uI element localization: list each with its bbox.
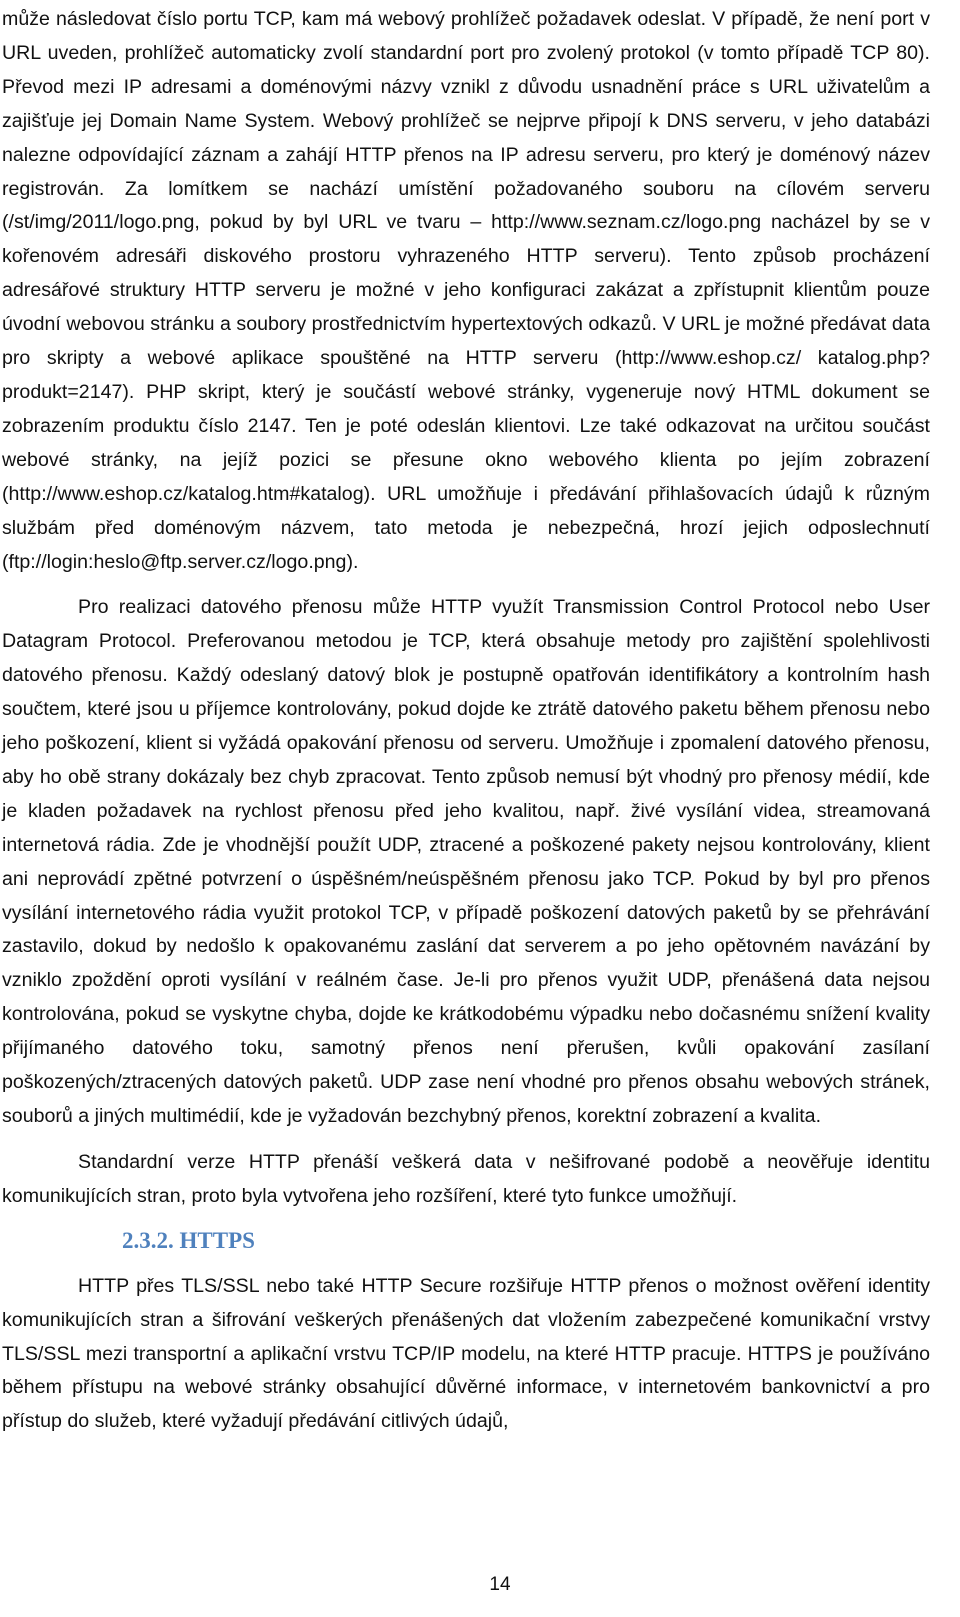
paragraph-https: HTTP přes TLS/SSL nebo také HTTP Secure rozšiřuje HTTP přenos o možnost ověření identity komunikujících stran a šifrování veškerých přenášených dat vložením zabezpečené komunikační vrstvy TLS/SSL mezi transportní a aplikační vrstvu TCP/IP modelu, na které HTTP pracuje. HTTPS je používáno během přístupu na webové stránky obsahující důvěrné informace, v internetovém bankovnictví a pro přístup do služeb, které vyžadují předávání citlivých údajů, — [2, 1274, 930, 1433]
page-number: 14 — [489, 1574, 511, 1595]
section-heading-https: 2.3.2. HTTPS — [122, 1227, 255, 1253]
paragraph-tcp-udp: Pro realizaci datového přenosu může HTTP využít Transmission Control Protocol nebo User Datagram Protocol. Preferovanou metodou je TCP, která obsahuje metody pro zajištění spolehlivosti datového přenosu. Každý odeslaný datový blok je postupně opatřován identifikátory a kontrolním hash součtem, které jsou u příjemce kontrolovány, pokud dojde ke ztrátě datového paketu během přenosu nebo jeho poškození, klient si vyžádá opakování přenosu od serveru. Umožňuje i zpomalení datového přenosu, aby ho obě strany dokázaly bez chyb zpracovat. Tento způsob nemusí být vhodný pro přenosy médií, kde je kladen požadavek na rychlost přenosu před jeho kvalitou, např. živé vysílání videa, streamovaná internetová rádia. Zde je vhodnější použít UDP, ztracené a poškozené pakety nejsou kontrolovány, klient ani neprovádí zpětné potvrzení o úspěšném/neúspěšném přenosu jako TCP. Pokud by byl pro přenos vysílání internetového rádia využit protokol TCP, v případě poškození datových paketů by se přehrávání zastavilo, dokud by nedošlo k opakovanému zaslání dat serverem a po jeho opětovném navázání by vzniklo zpoždění oproti vysílání v reálném čase. Je-li pro přenos využit UDP, přenášená data nejsou kontrolována, pokud se vyskytne chyba, dojde ke krátkodobému výpadku nebo dočasnému snížení kvality přijímaného datového toku, samotný přenos není přerušen, kvůli opakování zasílaní poškozených/ztracených datových paketů. UDP zase není vhodné pro přenos obsahu webových stránek, souborů a jiných multimédií, kde je vyžadován bezchybný přenos, korektní zobrazení a kvalita. — [2, 596, 930, 1127]
paragraph-http-unencrypted: Standardní verze HTTP přenáší veškerá data v nešifrované podobě a neověřuje identitu komunikujících stran, proto byla vytvořena jeho rozšíření, které tyto funkce umožňují. — [2, 1150, 930, 1207]
paragraph-url-description: může následovat číslo portu TCP, kam má webový prohlížeč požadavek odeslat. V případě, že není port v URL uveden, prohlížeč automaticky zvolí standardní port pro zvolený protokol (v tomto případě TCP 80). Převod mezi IP adresami a doménovými názvy vznikl z důvodu usnadnění práce s URL uživatelům a zajišťuje jej Domain Name System. Webový prohlížeč se nejprve připojí k DNS serveru, v jeho databázi nalezne odpovídající záznam a zahájí HTTP přenos na IP adresu serveru, pro který je doménový název registrován. Za lomítkem se nachází umístění požadovaného souboru na cílovém serveru (/st/img/2011/logo.png, pokud by byl URL ve tvaru – http://www.seznam.cz/logo.png nacházel by se v kořenovém adresáři diskového prostoru vyhrazeného HTTP serveru). Tento způsob procházení adresářové struktury HTTP serveru je možné v jeho konfiguraci zakázat a zpřístupnit klientům pouze úvodní webovou stránku a soubory prostřednictvím hypertextových odkazů. V URL je možné předávat data pro skripty a webové aplikace spouštěné na HTTP serveru (http://www.eshop.cz/ katalog.php?produkt=2147). PHP skript, který je součástí webové stránky, vygeneruje nový HTML dokument se zobrazením produktu číslo 2147. Ten je poté odeslán klientovi. Lze také odkazovat na určitou součást webové stránky, na jejíž pozici se přesune okno webového klienta po jejím zobrazení (http://www.eshop.cz/katalog.htm#katalog). URL umožňuje i předávání přihlašovacích údajů k různým službám před doménovým názvem, tato metoda je nebezpečná, hrozí jejich odposlechnutí (ftp://login:heslo@ftp.server.cz/logo.png). — [2, 8, 930, 573]
